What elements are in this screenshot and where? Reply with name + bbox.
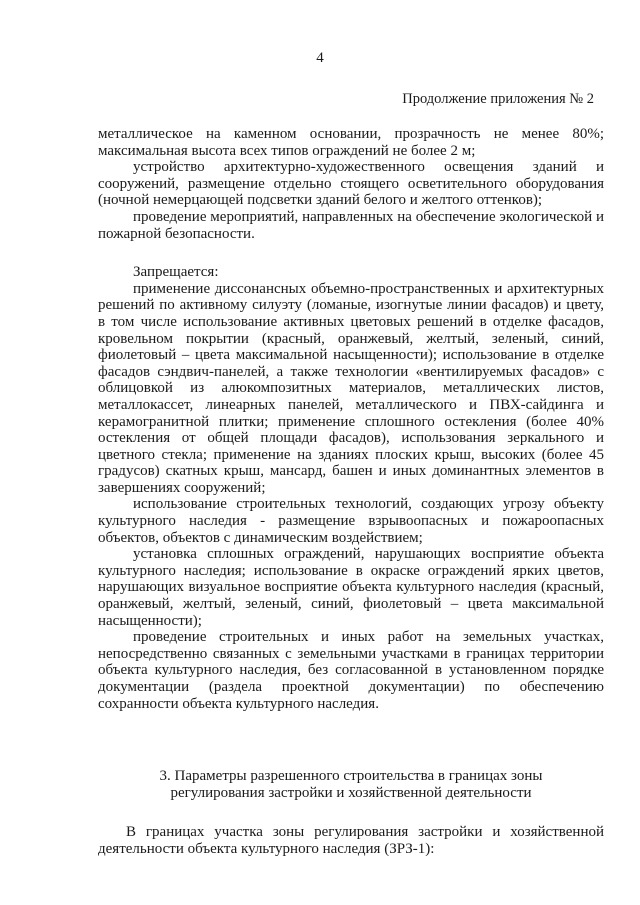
paragraph-solid-fences: установка сплошных ограждений, нарушающих восприятие объекта культурного наследия; использование в окраске ограждений ярких цветов, нарушающих визуальное восприятие объекта культурного наследия (красный, оранжевый, желтый, зеленый, синий, фиолетовый – цвета максимальной насыщенности); (98, 546, 604, 629)
page-number: 4 (316, 50, 324, 66)
section-heading-line-1: 3. Параметры разрешенного строительства в границах зоны (159, 768, 543, 784)
paragraph-dissonant-solutions: применение диссонансных объемно-пространственных и архитектурных решений по активному силуэту (ломаные, изогнутые линии фасадов) и цвету, в том числе использование активных цветовых решений в отделке фасадов, кровельном покрытии (красный, оранжевый, желтый, зеленый, синий, фиолетовый – цвета максимальной насыщенности); использование в отделке фасадов сэндвич-панелей, а также технологии «вентилируемых фасадов» с облицовкой из алюкомпозитных материалов, металлических листов, металлокассет, линеарных панелей, металлического и ПВХ-сайдинга и керамогранитной плитки; применение сплошного остекления (более 40% остекления от общей площади фасадов), использования зеркального и цветного стекла; применение на зданиях плоских крыш, высоких (более 45 градусов) скатных крыш, мансард, башен и иных доминантных элементов в завершениях сооружений; (98, 280, 604, 496)
paragraph-safety-measures: проведение мероприятий, направленных на обеспечение экологической и пожарной безопасности. (98, 208, 604, 242)
closing-paragraph: В границах участка зоны регулирования застройки и хозяйственной деятельности объекта культурного наследия (ЗРЗ-1): (98, 824, 604, 857)
paragraph-lighting: устройство архитектурно-художественного освещения зданий и сооружений, размещение отдельно стоящего осветительного оборудования (ночной немерцающей подсветки зданий белого и желтого оттенков); (98, 159, 604, 209)
paragraph-construction-technologies: использование строительных технологий, создающих угрозу объекту культурного наследия - размещение взрывоопасных и пожароопасных объектов, объектов с динамическим воздействием; (98, 496, 604, 546)
appendix-continuation-label: Продолжение приложения № 2 (402, 91, 594, 107)
paragraph-construction-works: проведение строительных и иных работ на земельных участках, непосредственно связанных с земельными участками в границах территории объекта культурного наследия, без согласованной в установленном порядке документации (раздела проектной документации) по обеспечению сохранности объекта культурного наследия. (98, 629, 604, 712)
body-text (98, 126, 604, 712)
prohibited-heading: Запрещается: (133, 264, 219, 281)
section-heading (98, 768, 604, 802)
section-heading-line-2: регулирования застройки и хозяйственной деятельности (170, 785, 532, 801)
paragraph-fence-transparency: металлическое на каменном основании, прозрачность не менее 80%; максимальная высота всех типов ограждений не более 2 м; (98, 126, 604, 159)
